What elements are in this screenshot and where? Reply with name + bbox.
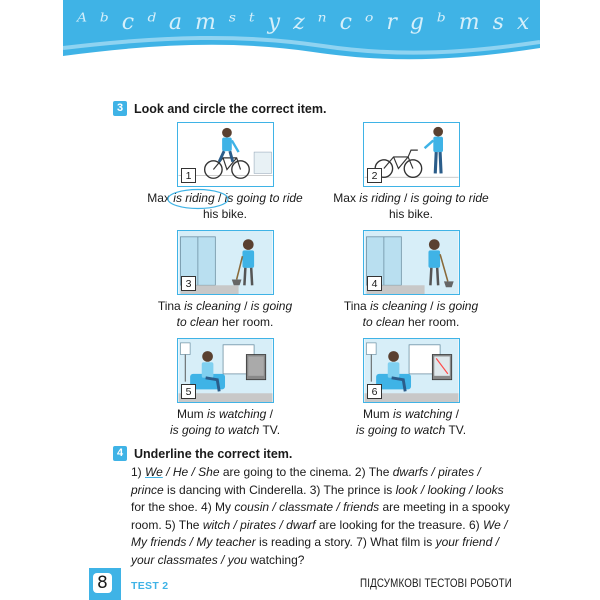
- sentence-6-options[interactable]: We / My friends / My teacher: [131, 517, 508, 550]
- picture-2-boy-beside-bike: [363, 122, 460, 187]
- caption-6-option-1[interactable]: is watching: [392, 407, 453, 421]
- picture-6-number: 6: [367, 384, 382, 399]
- picture-4-number: 4: [367, 276, 382, 291]
- exercise-3-heading: [113, 101, 326, 116]
- caption-3: Tina is cleaning / is going to clean her room.: [157, 299, 293, 329]
- caption-6-option-2[interactable]: is going to watch: [355, 423, 446, 437]
- caption-1: Max is riding / is going to ride his bike.: [130, 190, 320, 222]
- header-banner: [63, 0, 540, 80]
- decorative-letters: ᴬ ᵇ c ᵈ a ⅿ ˢ ᵗ y z ⁿ c ᵒ r g ᵇ m s x: [77, 10, 533, 35]
- picture-5-number: 5: [181, 384, 196, 399]
- caption-3-option-1[interactable]: is cleaning: [184, 299, 241, 313]
- caption-3-option-2[interactable]: is going: [250, 299, 293, 313]
- sentence-5-options[interactable]: witch / pirates / dwarf: [202, 517, 316, 532]
- exercise-4-title: Underline the correct item.: [134, 446, 293, 461]
- caption-2-option-1[interactable]: is riding: [359, 191, 401, 205]
- caption-5-option-1[interactable]: is watching: [206, 407, 267, 421]
- picture-2-number: 2: [367, 168, 382, 183]
- caption-2-option-2[interactable]: is going to ride: [410, 191, 489, 205]
- caption-5-option-2[interactable]: is going to watch: [169, 423, 260, 437]
- circle-answer-mark: [167, 188, 229, 210]
- sentence-2-options[interactable]: dwarfs / pirates / prince: [131, 465, 481, 497]
- sentence-7-options[interactable]: your friend / your classmates / you: [131, 535, 499, 567]
- section-title: ПІДСУМКОВІ ТЕСТОВІ РОБОТИ: [360, 578, 512, 590]
- picture-1-boy-riding-bike: [177, 122, 274, 187]
- exercise-4-heading: [113, 446, 292, 461]
- banner-wave-shape: [63, 0, 540, 80]
- sentence-3-options[interactable]: look / looking / looks: [395, 482, 504, 497]
- sentence-1-options[interactable]: / He / She: [162, 465, 220, 479]
- caption-1-option-1[interactable]: is riding: [173, 191, 215, 205]
- caption-4-option-2[interactable]: is going: [436, 299, 479, 313]
- caption-2: Max is riding / is going to ride his bike.: [333, 191, 489, 221]
- exercise-3-number: 3: [113, 101, 127, 116]
- answer-we-underlined[interactable]: We: [145, 465, 163, 479]
- caption-6: Mum is watching / is going to watch TV.: [355, 407, 467, 437]
- caption-1-option-2[interactable]: is going to ride: [224, 191, 303, 205]
- picture-5-mum-watching-tv: [177, 338, 274, 403]
- exercise-3-title: Look and circle the correct item.: [134, 101, 327, 116]
- test-label: TEST 2: [131, 580, 169, 592]
- picture-3-girl-cleaning: [177, 230, 274, 295]
- caption-4-option-1[interactable]: is cleaning: [370, 299, 427, 313]
- picture-6-mum-and-tv: [363, 338, 460, 403]
- picture-3-number: 3: [181, 276, 196, 291]
- page-number-badge: [89, 568, 121, 600]
- caption-5: Mum is watching / is going to watch TV.: [169, 407, 281, 437]
- caption-4: Tina is cleaning / is going to clean her room.: [343, 299, 479, 329]
- exercise-4-paragraph: 1) We / He / She are going to the cinema. 2) The dwarfs / pirates / prince is dancing with Cinderella. 3) The prince is look / looking / looks for the shoe. 4) My cousin / classmate / friends are meeting in a spooky room. 5) The witch / pirates / dwarf are looking for the treasure. 6) We / My friends / My teacher is reading a story. 7) What film is your friend / your classmates / you watching?: [131, 465, 510, 567]
- exercise-4-number: 4: [113, 446, 127, 461]
- page-number: 8: [93, 573, 112, 593]
- sentence-4-options[interactable]: cousin / classmate / friends: [234, 500, 380, 515]
- picture-1-number: 1: [181, 168, 196, 183]
- picture-4-girl-with-broom: [363, 230, 460, 295]
